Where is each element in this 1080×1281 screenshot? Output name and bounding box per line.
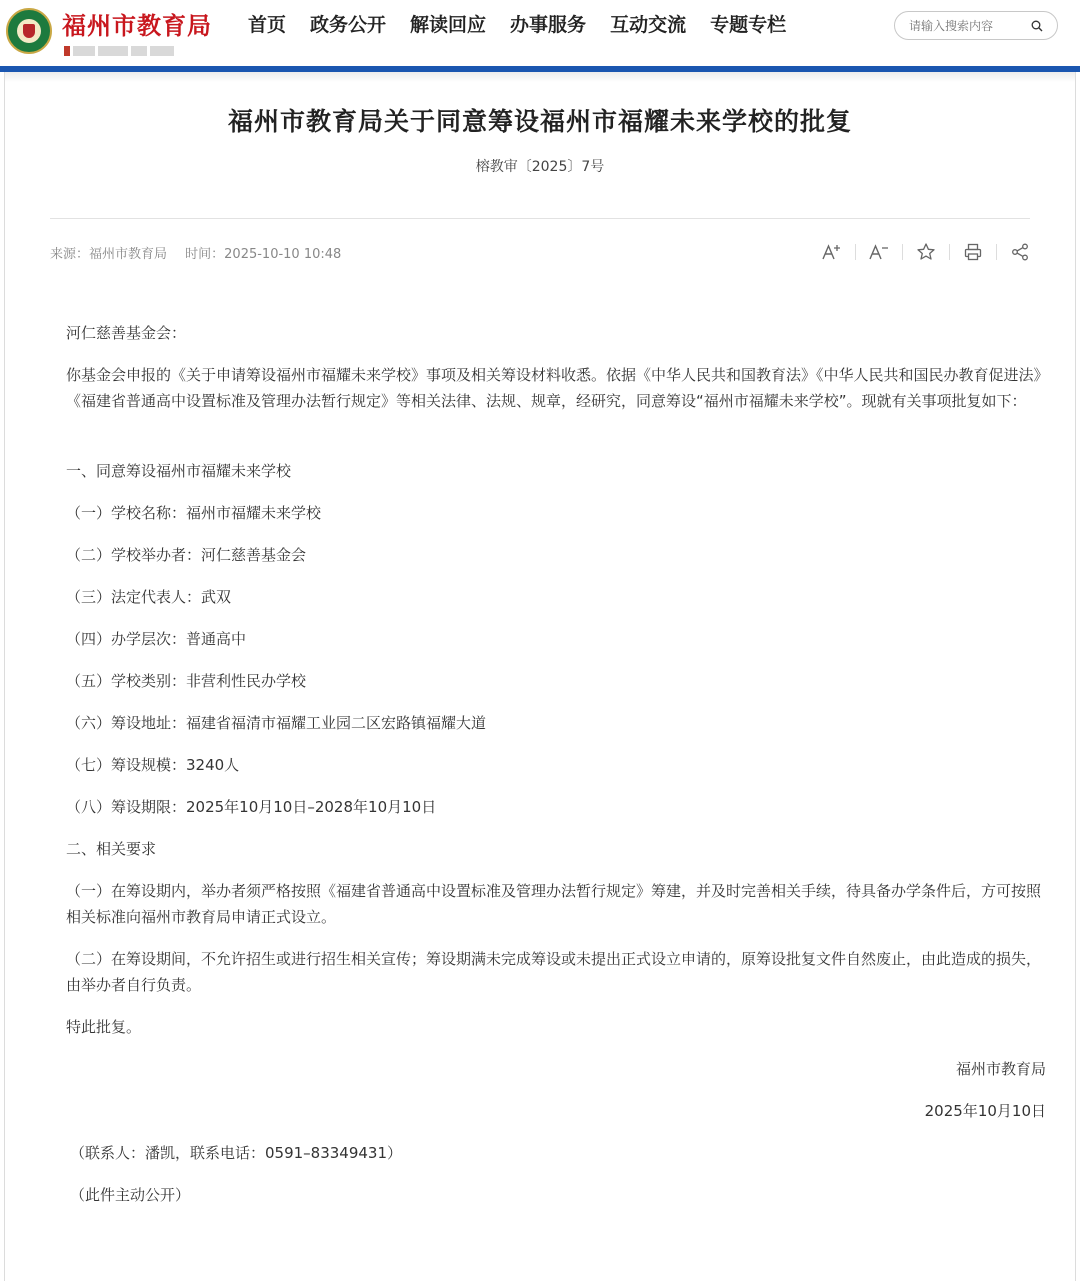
nav-interpretation[interactable]: 解读回应 [410,14,487,36]
title-divider [50,218,1030,219]
item-scale: （七）筹设规模：3240人 [66,756,240,774]
share-icon[interactable] [1008,240,1032,264]
content-border-left [4,72,5,1281]
item-address: （六）筹设地址：福建省福清市福耀工业园二区宏路镇福耀大道 [66,714,487,732]
item-school-type: （五）学校类别：非营利性民办学校 [66,672,307,690]
article-meta [50,243,355,262]
item-school-name: （一）学校名称：福州市福耀未来学校 [66,504,322,522]
section-1-heading: 一、同意筹设福州市福耀未来学校 [66,462,292,480]
font-decrease-icon[interactable] [867,240,891,264]
article-title: 福州市教育局关于同意筹设福州市福耀未来学校的批复 [227,107,852,136]
disclosure-note: （此件主动公开） [70,1186,191,1204]
print-icon[interactable] [961,240,985,264]
site-title[interactable]: 福州市教育局 [62,11,212,40]
nav-special-topics[interactable]: 专题专栏 [710,14,787,36]
nav-services[interactable]: 办事服务 [510,14,587,36]
item-period: （八）筹设期限：2025年10月10日–2028年10月10日 [66,798,437,816]
nav-interaction[interactable]: 互动交流 [610,14,687,36]
content-border-right [1075,72,1076,1281]
search-input[interactable] [909,17,1027,35]
site-subtitle-blurred [64,40,188,54]
search-icon[interactable] [1031,20,1043,32]
logo-emblem-icon[interactable] [6,8,52,54]
site-header [0,0,1080,68]
nav-government-affairs[interactable]: 政务公开 [310,14,387,36]
signature: 福州市教育局 [955,1060,1046,1078]
nav-home[interactable]: 首页 [248,14,287,36]
item-school-level: （四）办学层次：普通高中 [66,630,247,648]
document-number: 榕教审〔2025〕7号 [475,159,605,175]
search-box [894,11,1058,40]
requirement-1: （一）在筹设期内，举办者须严格按照《福建省普通高中设置标准及管理办法暂行规定》筹建，并及时完善相关手续，待具备办学条件后，方可按照相关标准向福州市教育局申请正式设立。 [66,882,1042,926]
toolbar-separator [855,244,856,260]
toolbar-separator [996,244,997,260]
intro-paragraph: 你基金会申报的《关于申请筹设福州市福耀未来学校》事项及相关筹设材料收悉。依据《中华人民共和国教育法》《中华人民共和国民办教育促进法》《福建省普通高中设置标准及管理办法暂行规定》等相关法律、法规、规章，经研究，同意筹设“福州市福耀未来学校”。现就有关事项批复如下： [66,366,1042,410]
contact-info: （联系人：潘凯，联系电话：0591–83349431） [70,1144,403,1162]
toolbar-separator [949,244,950,260]
time-label: 时间：2025-10-10 10:48 [185,247,342,262]
closing-text: 特此批复。 [66,1018,142,1036]
document-date: 2025年10月10日 [924,1102,1046,1120]
font-increase-icon[interactable] [820,240,844,264]
requirement-2: （二）在筹设期间，不允许招生或进行招生相关宣传；筹设期满未完成筹设或未提出正式设立申请的，原筹设批复文件自然废止，由此造成的损失，由举办者自行负责。 [66,950,1042,994]
article-toolbar [820,240,1032,264]
item-legal-representative: （三）法定代表人：武双 [66,588,232,606]
favorite-icon[interactable] [914,240,938,264]
main-nav [236,10,798,40]
content-shadow [5,72,1075,82]
salutation: 河仁慈善基金会： [66,324,187,342]
source-label: 来源：福州市教育局 [50,247,168,262]
item-organizer: （二）学校举办者：河仁慈善基金会 [66,546,307,564]
section-2-heading: 二、相关要求 [66,840,157,858]
toolbar-separator [902,244,903,260]
